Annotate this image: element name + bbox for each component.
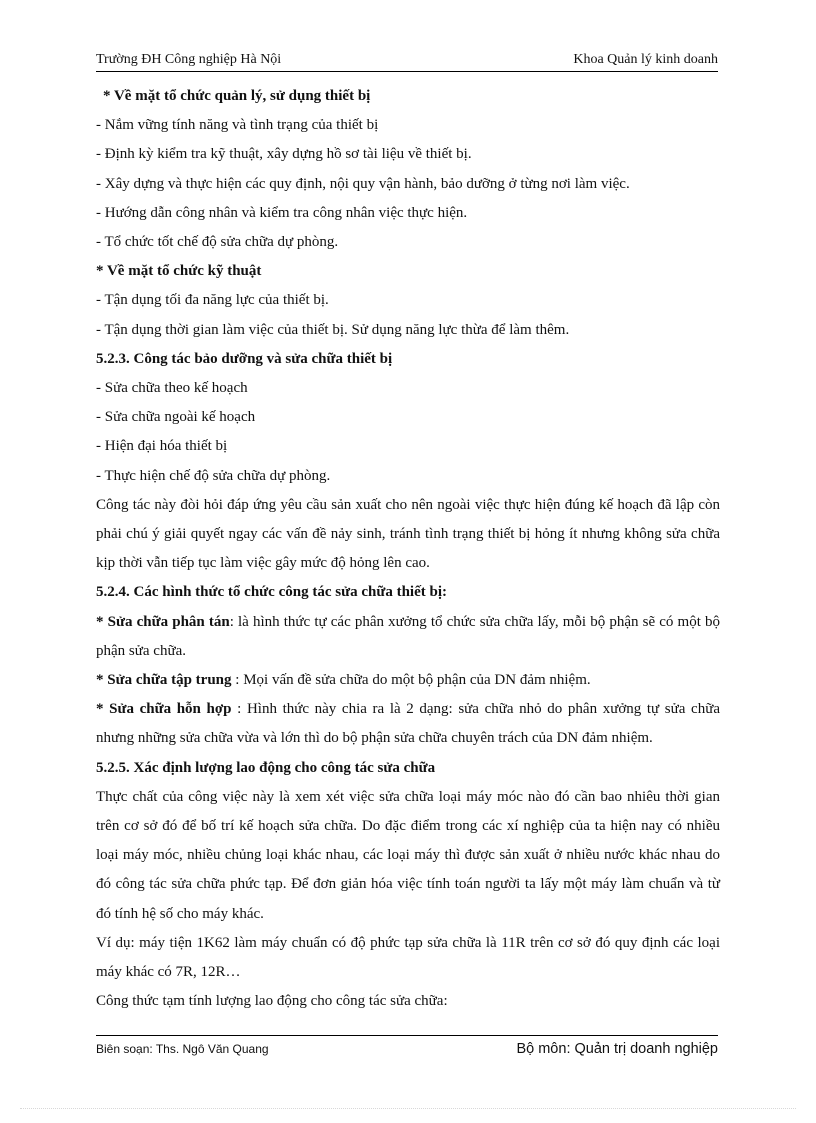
list-item: - Hướng dẫn công nhân và kiểm tra công nhân việc thực hiện. [96,204,468,221]
repair-form-text: : là hình thức tự các phân xưởng tổ chức sửa chữa lấy, mỗi bộ phận sẽ có một bộ phận sửa chữa. [96,613,720,659]
repair-form-label: * Sửa chữa hỗn hợp [96,701,232,718]
repair-form-mixed [96,695,720,753]
heading-technical: * Về mặt tổ chức kỹ thuật [96,263,262,280]
section-heading-5-2-4: 5.2.4. Các hình thức tổ chức công tác sửa chữa thiết bị: [96,584,447,601]
paragraph-maintenance: Công tác này đòi hỏi đáp ứng yêu cầu sản xuất cho nên ngoài việc thực hiện đúng kế hoạch đã lập còn phải chú ý giải quyết ngay các vấn đề nảy sinh, tránh tình trạng thiết bị hỏng ít nhưng không sửa chữa kịp thời vẫn tiếp tục làm việc gây mức độ hỏng lên cao. [96,496,720,572]
footer-divider [96,1035,718,1036]
page-edge-divider [20,1108,796,1109]
paragraph-example: Ví dụ: máy tiện 1K62 làm máy chuẩn có độ phức tạp sửa chữa là 11R trên cơ sở đó quy định các loại máy khác có 7R, 12R… [96,934,720,981]
page-footer [96,1041,718,1057]
repair-form-distributed [96,608,720,666]
repair-form-label: * Sửa chữa tập trung [96,672,232,689]
paragraph-formula-intro: Công thức tạm tính lượng lao động cho công tác sửa chữa: [96,993,448,1010]
repair-form-label: * Sửa chữa phân tán [96,613,230,630]
footer-author: Biên soạn: Ths. Ngô Văn Quang [96,1042,269,1056]
header-faculty: Khoa Quản lý kinh doanh [573,52,718,67]
page-header [96,52,718,72]
repair-form-centralized [96,666,720,695]
list-item: - Sửa chữa theo kế hoạch [96,380,248,397]
heading-management: * Về mặt tổ chức quản lý, sử dụng thiết bị [103,88,371,104]
paragraph-labor: Thực chất của công việc này là xem xét việc sửa chữa loại máy móc nào đó cần bao nhiêu thời gian trên cơ sở đó để bố trí kế hoạch sửa chữa. Do đặc điểm trong các xí nghiệp của ta hiện nay có nhiều loại máy móc, nhiều chủng loại khác nhau, các loại máy thì được sản xuất ở nhiều nước khác nhau do đó công tác sửa chữa phức tạp. Để đơn giản hóa việc tính toán người ta lấy một máy làm chuẩn và từ đó tính hệ số cho máy khác. [96,788,720,922]
section-heading-5-2-5: 5.2.5. Xác định lượng lao động cho công tác sửa chữa [96,759,436,776]
document-body [96,82,720,1017]
list-item: - Định kỳ kiểm tra kỹ thuật, xây dựng hồ sơ tài liệu về thiết bị. [96,146,472,163]
footer-department: Bộ môn: Quản trị doanh nghiệp [516,1041,718,1057]
header-school: Trường ĐH Công nghiệp Hà Nội [96,52,282,67]
list-item: - Tổ chức tốt chế độ sửa chữa dự phòng. [96,234,339,251]
list-item: - Thực hiện chế độ sửa chữa dự phòng. [96,467,331,484]
list-item: - Nắm vững tính năng và tình trạng của thiết bị [96,117,379,134]
section-heading-5-2-3: 5.2.3. Công tác bảo dưỡng và sửa chữa thiết bị [96,350,393,367]
repair-form-text: : Hình thức này chia ra là 2 dạng: sửa chữa nhỏ do phân xưởng tự sửa chữa nhưng những sửa chữa vừa và lớn thì do bộ phận sửa chữa chuyên trách của DN đảm nhiệm. [96,701,720,747]
list-item: - Sửa chữa ngoài kế hoạch [96,409,256,426]
list-item: - Xây dựng và thực hiện các quy định, nội quy vận hành, bảo dưỡng ở từng nơi làm việc. [96,175,630,192]
list-item: - Tận dụng thời gian làm việc của thiết bị. Sử dụng năng lực thừa để làm thêm. [96,321,570,338]
repair-form-text: : Mọi vấn đề sửa chữa do một bộ phận của DN đảm nhiệm. [231,672,591,689]
list-item: - Hiện đại hóa thiết bị [96,438,228,455]
list-item: - Tận dụng tối đa năng lực của thiết bị. [96,292,329,309]
